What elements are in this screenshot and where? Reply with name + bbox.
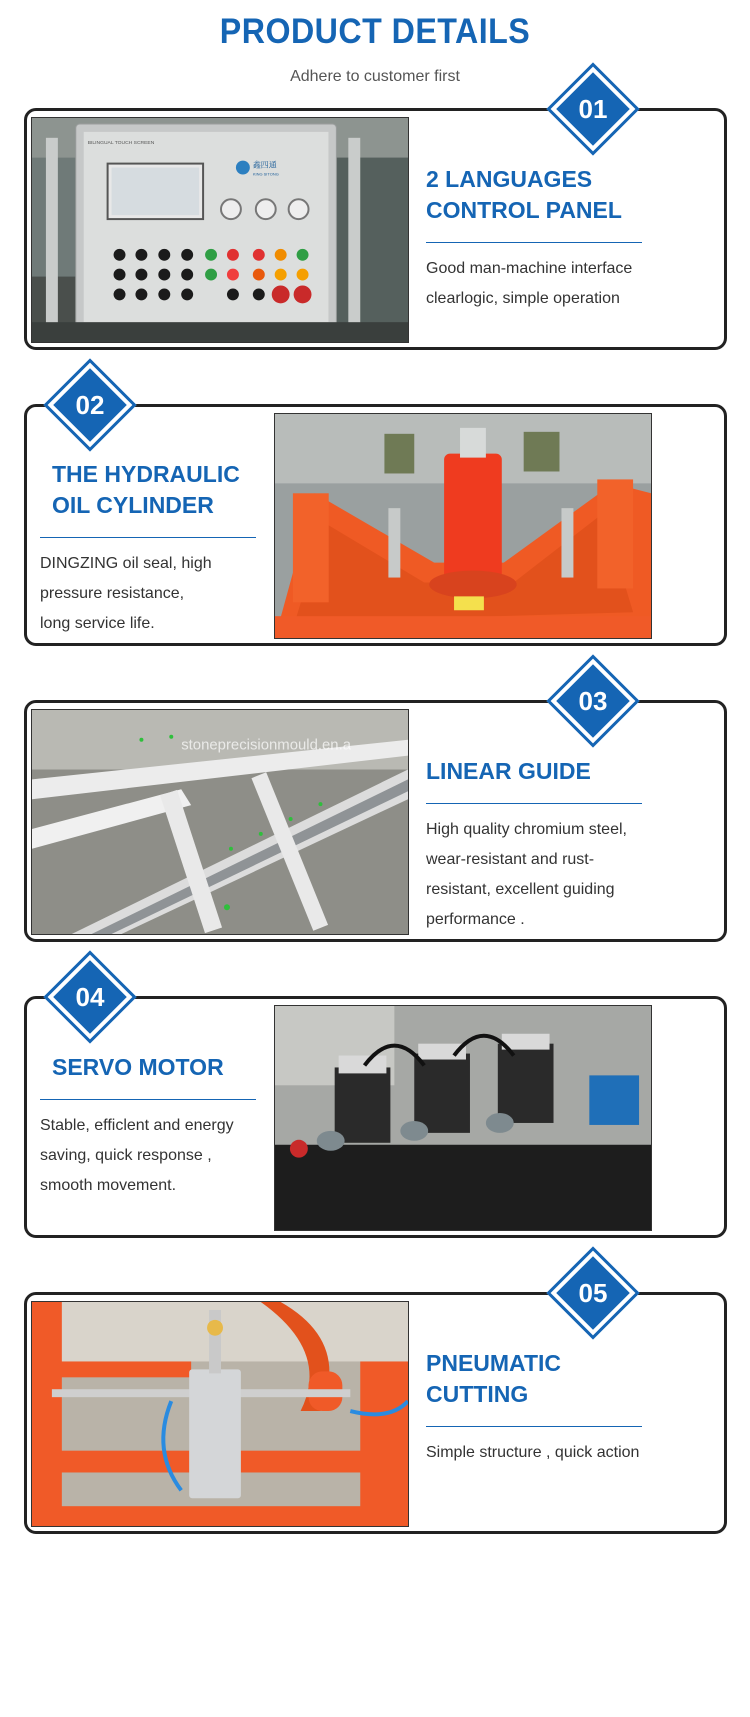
feature-text-2 xyxy=(40,459,256,639)
panel-brand-en: KING SITONG xyxy=(252,171,279,177)
feature-divider-4 xyxy=(40,1099,256,1100)
servo-motor-photo xyxy=(274,1005,652,1231)
feature-divider-2 xyxy=(40,537,256,538)
section-number-1: 01 xyxy=(578,94,608,124)
section-badge-2 xyxy=(44,359,136,451)
feature-title-2: THE HYDRAULIC OIL CYLINDER xyxy=(52,461,240,518)
page-title: PRODUCT DETAILS xyxy=(219,12,531,51)
panel-brand: 鑫四通 xyxy=(252,160,277,170)
linear-guide-photo xyxy=(31,709,409,935)
feature-title-4: SERVO MOTOR xyxy=(52,1054,224,1080)
feature-description-2: DINGZING oil seal, high pressure resistance, long service life. xyxy=(40,555,212,632)
feature-title-3: LINEAR GUIDE xyxy=(426,758,591,784)
pneumatic-cutting-photo xyxy=(31,1301,409,1527)
feature-description-3: High quality chromium steel, wear-resistant and rust- resistant, excellent guiding performance . xyxy=(426,821,627,928)
section-badge-1 xyxy=(547,63,639,155)
section-badge-4 xyxy=(44,951,136,1043)
section-number-3: 03 xyxy=(578,686,608,716)
panel-label: BILINGUAL TOUCH SCREEN xyxy=(87,140,155,146)
section-number-5: 05 xyxy=(578,1278,608,1308)
page-subtitle: Adhere to customer first xyxy=(290,68,460,85)
feature-title-1: 2 LANGUAGES CONTROL PANEL xyxy=(426,166,622,223)
feature-text-5 xyxy=(426,1348,642,1468)
hydraulic-cylinder-photo xyxy=(274,413,652,639)
feature-text-1 xyxy=(426,164,642,314)
feature-divider-5 xyxy=(426,1426,642,1427)
feature-description-4: Stable, efficlent and energy saving, quick response , smooth movement. xyxy=(40,1117,234,1194)
control-panel-photo xyxy=(31,117,409,343)
section-number-2: 02 xyxy=(75,390,105,420)
feature-divider-3 xyxy=(426,803,642,804)
feature-text-3 xyxy=(426,756,642,935)
feature-text-4 xyxy=(40,1052,256,1201)
section-number-4: 04 xyxy=(75,982,105,1012)
feature-description-1: Good man-machine interface clearlogic, simple operation xyxy=(426,260,633,307)
feature-title-5: PNEUMATIC CUTTING xyxy=(426,1350,562,1407)
image-watermark: stoneprecisionmould.en.a xyxy=(181,737,352,754)
section-badge-3 xyxy=(547,655,639,747)
feature-description-5: Simple structure , quick action xyxy=(426,1444,640,1461)
feature-divider-1 xyxy=(426,242,642,243)
section-badge-5 xyxy=(547,1247,639,1339)
